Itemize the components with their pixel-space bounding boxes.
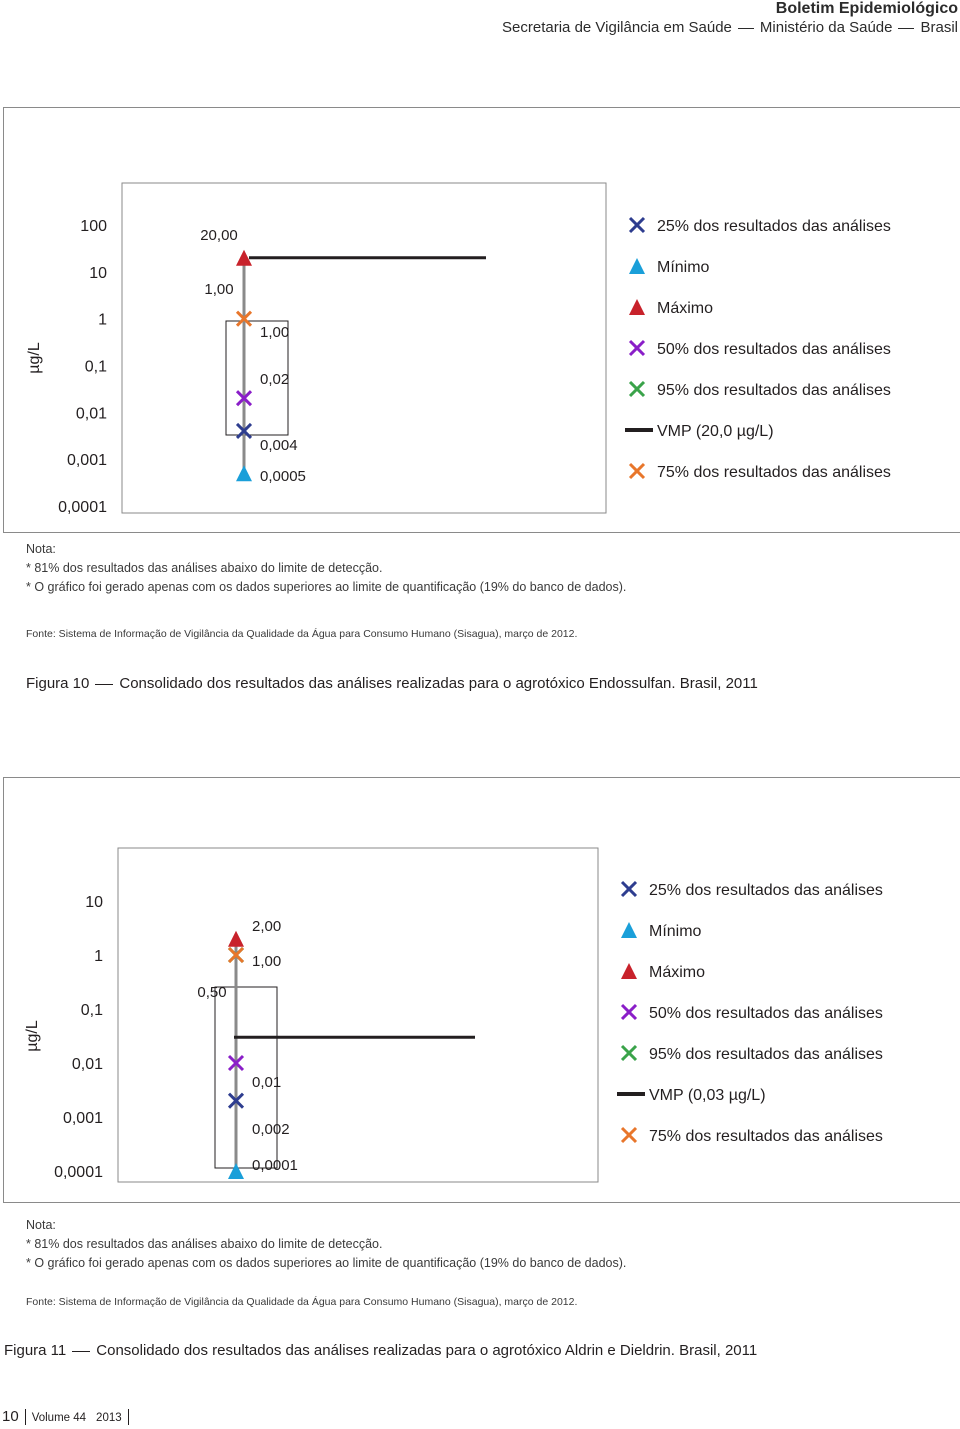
y-tick-label: 0,001 (62, 1110, 103, 1127)
figure-10-source: Fonte: Sistema de Informação de Vigilância da Qualidade da Água para Consumo Humano (Sisagua), março de 2012. (26, 628, 578, 640)
legend-p95-label: 95% dos resultados das análises (649, 1046, 883, 1063)
page-footer (2, 1408, 135, 1425)
subtitle-ministry: Ministério da Saúde (759, 19, 893, 36)
legend-vmp-label: VMP (20,0 µg/L) (657, 423, 774, 440)
y-tick-label: 0,001 (66, 452, 107, 470)
caption-label: Figura 10 (26, 675, 90, 692)
point-value-label: 0,002 (252, 1121, 290, 1138)
y-tick-label: 10 (85, 894, 103, 911)
plot-frame (118, 848, 598, 1182)
y-tick-label: 10 (89, 264, 107, 282)
box-value-label: 0,50 (197, 984, 227, 1001)
y-tick-label: 0,1 (84, 358, 107, 376)
y-tick-label: 0,0001 (54, 1164, 103, 1181)
box-value-label: 1,00 (204, 281, 234, 298)
caption-dash (95, 684, 113, 685)
legend-min-label: Mínimo (649, 923, 702, 940)
legend-p95-label: 95% dos resultados das análises (657, 382, 891, 399)
y-tick-label: 1 (98, 311, 107, 329)
figure-10-frame (3, 107, 960, 533)
page-number: 10 (2, 1408, 19, 1425)
note-line: * O gráfico foi gerado apenas com os dados superiores ao limite de quantificação (19% do banco de dados). (26, 1256, 627, 1270)
legend-p75-label: 75% dos resultados das análises (649, 1128, 883, 1145)
subtitle-dash (738, 28, 754, 29)
y-axis-label: µg/L (26, 342, 43, 374)
point-value-label: 0,01 (252, 1074, 282, 1091)
subtitle-country: Brasil (920, 19, 958, 36)
legend-p50-icon (630, 341, 644, 355)
legend-p95-icon (622, 1046, 636, 1060)
min-marker (236, 465, 252, 481)
bulletin-subtitle (502, 19, 958, 36)
y-tick-label: 0,0001 (58, 499, 107, 516)
bulletin-title: Boletim Epidemiológico (775, 0, 958, 17)
note-title: Nota: (26, 542, 56, 556)
legend-min-icon (621, 922, 637, 938)
y-tick-label: 100 (80, 218, 107, 235)
legend-p75-label: 75% dos resultados das análises (657, 464, 891, 481)
legend-vmp-label: VMP (0,03 µg/L) (649, 1087, 766, 1104)
note-line: * 81% dos resultados das análises abaixo do limite de detecção. (26, 561, 383, 575)
legend-max-label: Máximo (657, 300, 714, 317)
max-marker (228, 931, 244, 947)
figure-11-note (26, 1216, 626, 1273)
y-tick-label: 0,01 (75, 405, 107, 423)
legend-p95-icon (630, 382, 644, 396)
point-value-label: 1,00 (260, 324, 290, 341)
point-value-label: 0,0001 (252, 1157, 298, 1174)
legend-p75-icon (622, 1128, 636, 1142)
legend-max-icon (629, 299, 645, 315)
legend-min-icon (629, 258, 645, 274)
legend-max-label: Máximo (649, 964, 706, 981)
point-value-label: 1,00 (252, 953, 282, 970)
caption-text: Consolidado dos resultados das análises realizadas para o agrotóxico Aldrin e Dieldrin. Brasil, 2011 (96, 1342, 758, 1359)
caption-text: Consolidado dos resultados das análises realizadas para o agrotóxico Endossulfan. Brasil, 2011 (119, 675, 758, 692)
figure-10-note (26, 540, 626, 597)
box-value-label: 20,00 (200, 227, 238, 244)
figure-10-chart (4, 108, 960, 532)
legend-p75-icon (630, 464, 644, 478)
figure-11-chart (4, 778, 960, 1202)
point-value-label: 0,004 (260, 437, 298, 454)
caption-label: Figura 11 (4, 1342, 67, 1359)
legend-p25-icon (622, 882, 636, 896)
year-label: 2013 (96, 1412, 122, 1424)
note-line: * O gráfico foi gerado apenas com os dados superiores ao limite de quantificação (19% do banco de dados). (26, 580, 627, 594)
note-title: Nota: (26, 1218, 56, 1232)
legend-p50-icon (622, 1005, 636, 1019)
plot-frame (122, 183, 606, 513)
legend-p25-label: 25% dos resultados das análises (649, 882, 883, 899)
figure-11-caption (4, 1342, 757, 1359)
volume-label: Volume 44 (31, 1412, 87, 1424)
note-line: * 81% dos resultados das análises abaixo do limite de detecção. (26, 1237, 383, 1251)
subtitle-dash (898, 28, 914, 29)
legend-p50-label: 50% dos resultados das análises (649, 1005, 883, 1022)
y-tick-label: 1 (94, 948, 103, 965)
caption-dash (72, 1351, 90, 1352)
figure-11-frame (3, 777, 960, 1203)
footer-divider (25, 1409, 26, 1425)
figure-10-caption (26, 675, 758, 692)
point-value-label: 0,0005 (260, 468, 306, 485)
legend-max-icon (621, 963, 637, 979)
min-marker (228, 1163, 244, 1179)
point-value-label: 0,02 (260, 371, 290, 388)
subtitle-agency: Secretaria de Vigilância em Saúde (502, 19, 732, 36)
legend-p25-label: 25% dos resultados das análises (657, 218, 891, 235)
y-tick-label: 0,1 (80, 1002, 103, 1019)
footer-divider (128, 1409, 129, 1425)
figure-11-source: Fonte: Sistema de Informação de Vigilância da Qualidade da Água para Consumo Humano (Sisagua), março de 2012. (26, 1296, 578, 1308)
legend-min-label: Mínimo (657, 259, 710, 276)
legend-p25-icon (630, 218, 644, 232)
y-axis-label: µg/L (24, 1020, 41, 1052)
legend-p50-label: 50% dos resultados das análises (657, 341, 891, 358)
y-tick-label: 0,01 (71, 1056, 103, 1073)
point-value-label: 2,00 (252, 918, 282, 935)
